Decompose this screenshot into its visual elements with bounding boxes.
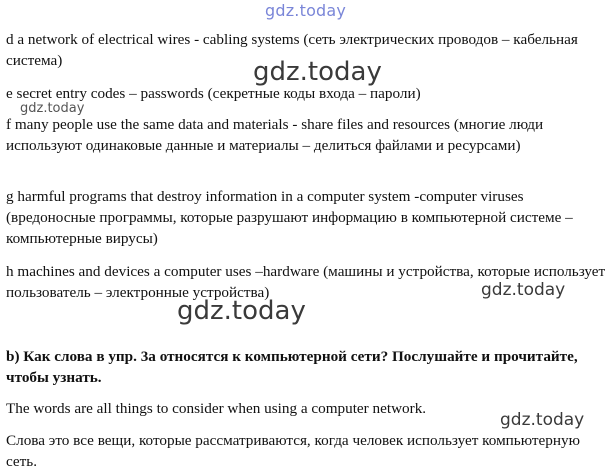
watermark: gdz.today	[20, 101, 85, 116]
item-g: g harmful programs that destroy information in a computer system -computer viruses (вредоносные программы, которые разрушают информацию в компьютерной системе – компьютерные вирусы)	[6, 188, 573, 247]
item-d: d a network of electrical wires - cabling systems (сеть электрических проводов – кабельная система)	[6, 31, 578, 69]
watermark: gdz.today	[177, 296, 306, 326]
item-f: f many people use the same data and materials - share files and resources (многие люди используют одинаковые данные и материалы – делиться файлами и ресурсами)	[6, 116, 544, 154]
watermark: gdz.today	[481, 280, 566, 300]
section-b-answer-en: The words are all things to consider when using a computer network.	[6, 400, 427, 417]
item-e: e secret entry codes – passwords (секретные коды входа – пароли)	[6, 85, 421, 102]
watermark: gdz.today	[500, 410, 585, 430]
section-b-question: b) Как слова в упр. 3а относятся к компьютерной сети? Послушайте и прочитайте, чтобы узнать.	[6, 348, 578, 386]
section-b-answer-ru: Слова это все вещи, которые рассматриваются, когда человек использует компьютерную сеть.	[6, 432, 580, 470]
watermark: gdz.today	[253, 57, 382, 87]
watermark-top: gdz.today	[265, 1, 347, 20]
item-h: h machines and devices a computer uses –hardware (машины и устройства, которые использует пользователь – электронные устройства)	[6, 263, 606, 301]
